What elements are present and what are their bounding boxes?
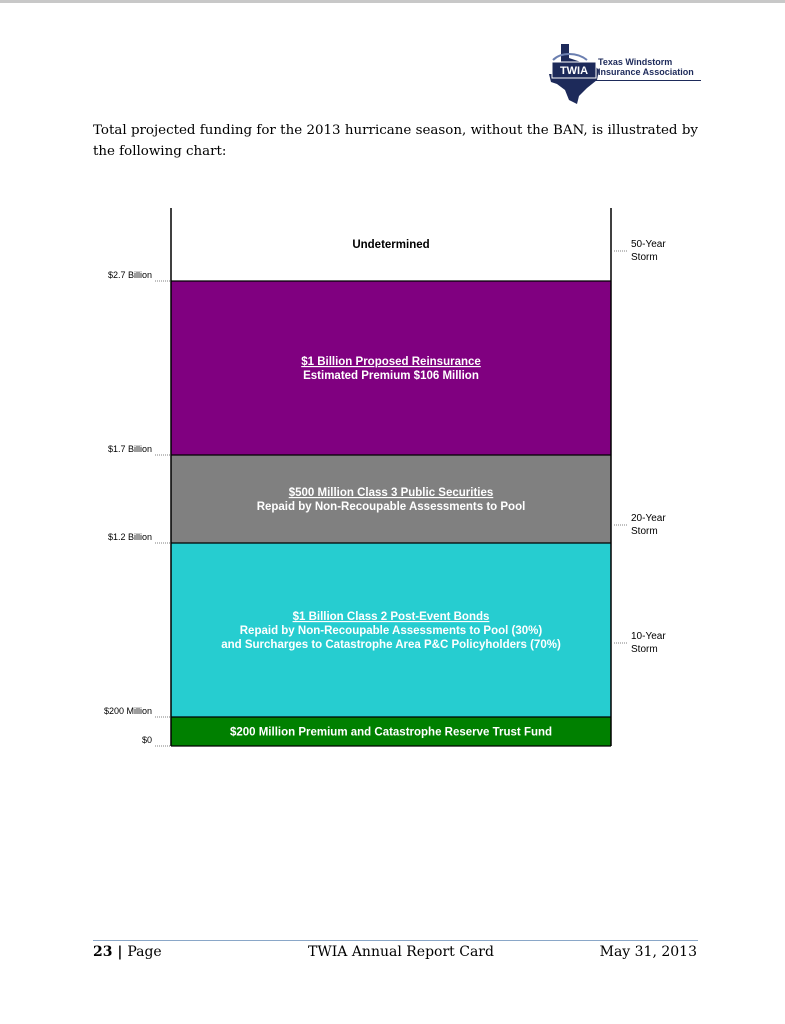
y-tick-label-2: $1.2 Billion (107, 532, 152, 542)
layer-1-line-1: and Surcharges to Catastrophe Area P&C Policyholders (70%) (221, 639, 561, 651)
layer-3-bar (171, 281, 611, 455)
layer-1-title: $1 Billion Class 2 Post-Event Bonds (292, 611, 490, 623)
logo-rule (593, 80, 701, 81)
footer-title: TWIA Annual Report Card (308, 944, 494, 960)
storm-label-0-line2: Storm (631, 644, 658, 655)
page-separator: | (112, 944, 128, 960)
footer-date: May 31, 2013 (599, 944, 697, 960)
layer-3-line-0: Estimated Premium $106 Million (303, 370, 479, 382)
twia-logo (547, 40, 702, 106)
footer-page (93, 944, 162, 960)
storm-label-1-line2: Storm (631, 526, 658, 537)
page-number: 23 (93, 944, 113, 960)
storm-label-2-line2: Storm (631, 252, 658, 263)
layer-2-bar (171, 455, 611, 543)
layer-3-title: $1 Billion Proposed Reinsurance (301, 356, 481, 368)
storm-label-2-line1: 50-Year (631, 239, 666, 250)
layer-4-title: Undetermined (352, 239, 430, 251)
top-border (0, 0, 785, 3)
logo-abbrev: TWIA (559, 65, 589, 77)
y-tick-label-0: $0 (141, 735, 152, 745)
layer-2-title: $500 Million Class 3 Public Securities (288, 487, 494, 499)
page-word: Page (127, 944, 162, 960)
layer-1-line-0: Repaid by Non-Recoupable Assessments to Pool (30%) (239, 625, 543, 637)
layer-2-line-0: Repaid by Non-Recoupable Assessments to Pool (256, 501, 526, 513)
y-tick-label-1: $200 Million (103, 706, 152, 716)
y-tick-label-4: $2.7 Billion (107, 270, 152, 280)
layer-0-title: $200 Million Premium and Catastrophe Reserve Trust Fund (229, 726, 553, 739)
logo-line-1: Texas Windstorm (598, 57, 673, 67)
footer-rule (93, 940, 698, 941)
storm-label-1-line1: 20-Year (631, 513, 666, 524)
logo-line-2: Insurance Association (598, 67, 694, 77)
intro-paragraph: Total projected funding for the 2013 hurricane season, without the BAN, is illustrated by the following chart: (93, 123, 698, 159)
y-tick-label-3: $1.7 Billion (107, 444, 152, 454)
storm-label-0-line1: 10-Year (631, 631, 666, 642)
